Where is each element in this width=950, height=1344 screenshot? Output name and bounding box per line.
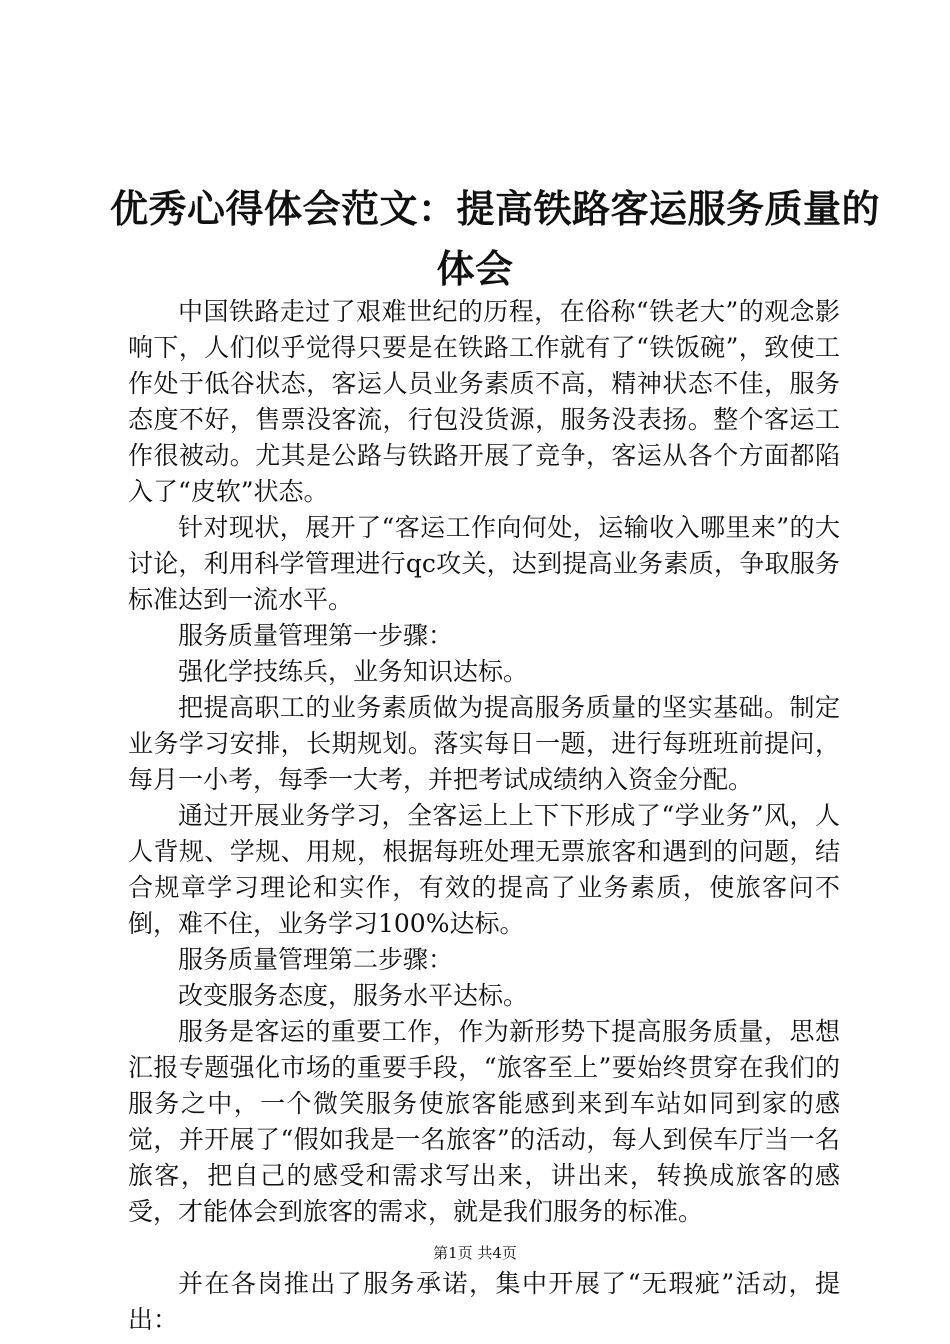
document-title-line-1: 优秀心得体会范文：提高铁路客运服务质量的 xyxy=(110,186,881,231)
document-body xyxy=(128,294,840,1338)
document-title-line-2: 体会 xyxy=(436,246,514,291)
paragraph: 并在各岗推出了服务承诺，集中开展了“无瑕疵”活动，提出： xyxy=(128,1269,840,1334)
paragraph: 服务质量管理第一步骤： xyxy=(178,621,454,650)
page-footer: 第1页 共4页 xyxy=(433,1244,517,1262)
paragraph: 把提高职工的业务素质做为提高服务质量的坚实基础。制定业务学习安排，长期规划。落实每日一题，进行每班班前提问，每月一小考，每季一大考，并把考试成绩纳入资金分配。 xyxy=(128,693,840,794)
paragraph: 改变服务态度，服务水平达标。 xyxy=(178,981,529,1010)
paragraph: 针对现状，展开了“客运工作向何处，运输收入哪里来”的大讨论，利用科学管理进行qc攻关，达到提高业务素质，争取服务标准达到一流水平。 xyxy=(128,513,840,614)
paragraph: 中国铁路走过了艰难世纪的历程，在俗称“铁老大”的观念影响下，人们似乎觉得只要是在铁路工作就有了“铁饭碗”，致使工作处于低谷状态，客运人员业务素质不高，精神状态不佳，服务态度不好，售票没客流，行包没货源，服务没表扬。整个客运工作很被动。尤其是公路与铁路开展了竞争，客运从各个方面都陷入了“皮软”状态。 xyxy=(128,297,840,506)
paragraph: 服务质量管理第二步骤： xyxy=(178,945,454,974)
paragraph: 通过开展业务学习，全客运上上下下形成了“学业务”风，人人背规、学规、用规，根据每班处理无票旅客和遇到的问题，结合规章学习理论和实作，有效的提高了业务素质，使旅客问不倒，难不住，业务学习100%达标。 xyxy=(128,801,840,938)
paragraph: 强化学技练兵，业务知识达标。 xyxy=(178,657,529,686)
paragraph: 服务是客运的重要工作，作为新形势下提高服务质量，思想汇报专题强化市场的重要手段，“旅客至上”要始终贯穿在我们的服务之中，一个微笑服务使旅客能感到来到车站如同到家的感觉，并开展了“假如我是一名旅客”的活动，每人到侯车厅当一名旅客，把自己的感受和需求写出来，讲出来，转换成旅客的感受，才能体会到旅客的需求，就是我们服务的标准。 xyxy=(128,1017,840,1226)
